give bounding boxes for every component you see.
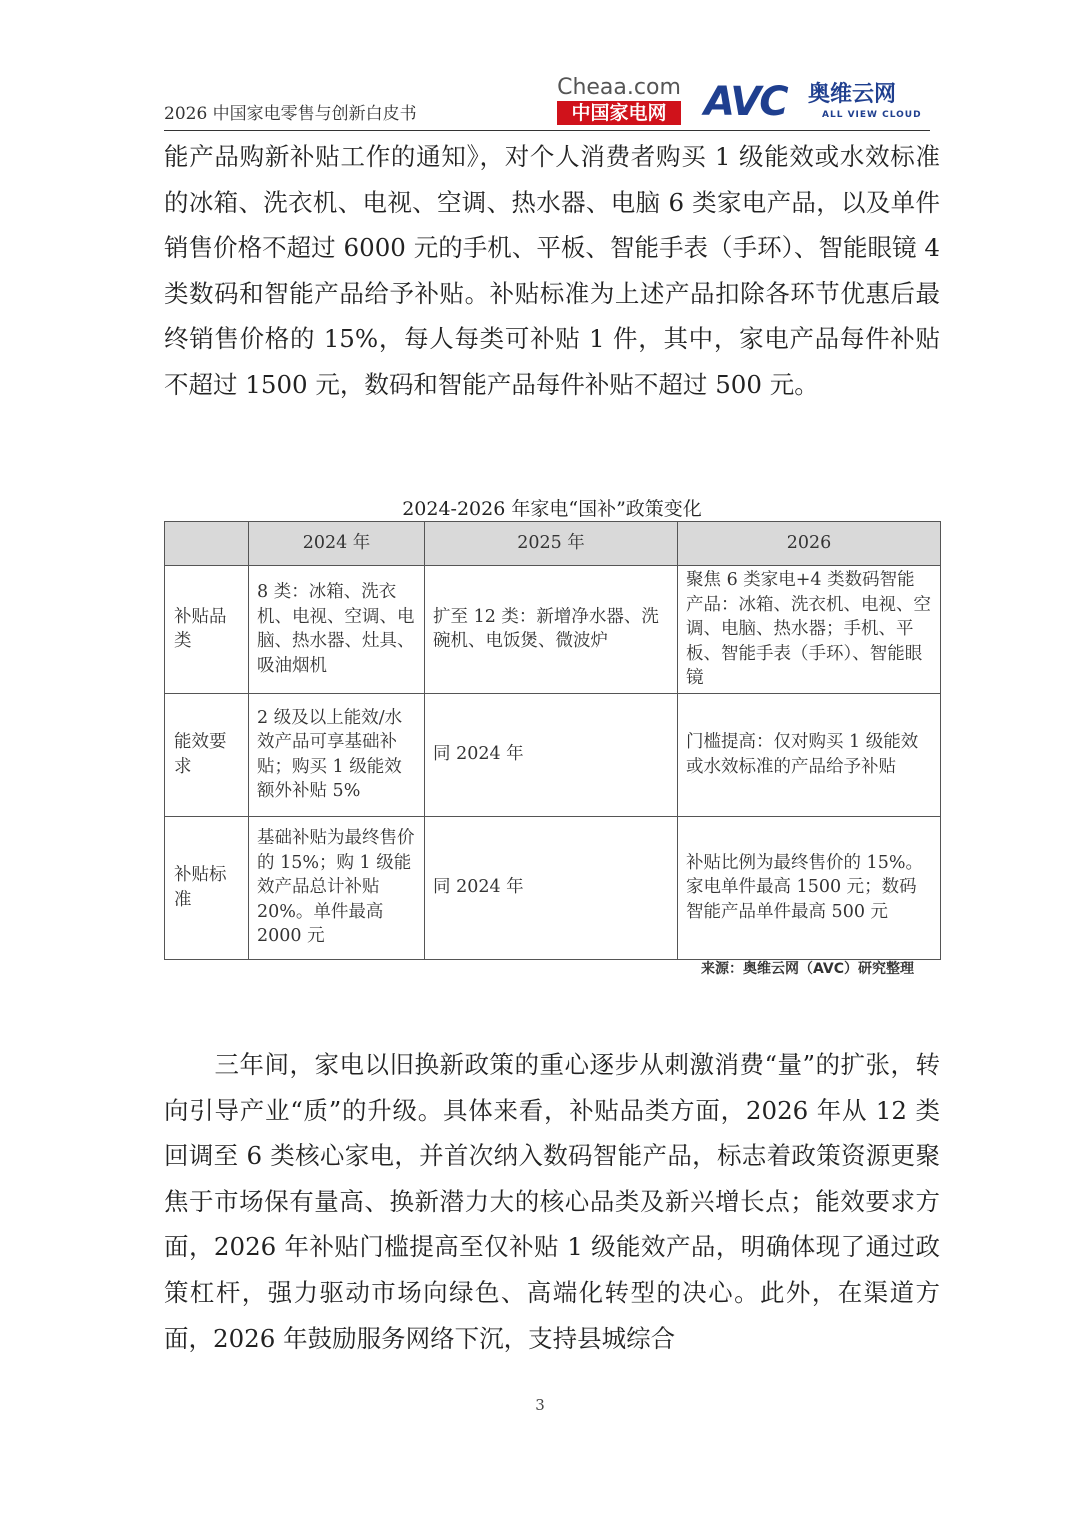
cell-2024: 基础补贴为最终售价的 15%；购 1 级能效产品总计补贴 20%。单件最高 2000 元 [249, 816, 425, 959]
row-label: 补贴品类 [165, 566, 249, 694]
table-caption: 2024-2026 年家电“国补”政策变化 [402, 498, 702, 520]
avc-logo [704, 80, 930, 128]
row-label: 能效要求 [165, 693, 249, 816]
table-header-2025: 2025 年 [425, 522, 678, 566]
table-row [165, 816, 941, 959]
body-paragraph-2 [164, 1042, 940, 1361]
cell-2025: 同 2024 年 [425, 693, 678, 816]
table-header-2024: 2024 年 [249, 522, 425, 566]
cell-2024: 8 类：冰箱、洗衣机、电视、空调、电脑、热水器、灶具、吸油烟机 [249, 566, 425, 694]
cell-2026: 门槛提高：仅对购买 1 级能效或水效标准的产品给予补贴 [678, 693, 941, 816]
cell-2024: 2 级及以上能效/水效产品可享基础补贴；购买 1 级能效额外补贴 5% [249, 693, 425, 816]
table-source: 来源：奥维云网（AVC）研究整理 [701, 961, 914, 977]
cheaa-logo-domain: Cheaa.com [557, 75, 681, 100]
table-header-empty [165, 522, 249, 566]
page-number: 3 [535, 1396, 545, 1414]
table-row [165, 693, 941, 816]
row-label: 补贴标准 [165, 816, 249, 959]
cheaa-logo [556, 76, 682, 125]
avc-logo-en: ALL VIEW CLOUD [822, 110, 922, 120]
document-title: 2026 中国家电零售与创新白皮书 [164, 104, 417, 124]
table-header-row [165, 522, 941, 566]
table-header-2026: 2026 [678, 522, 941, 566]
page-header [164, 72, 930, 131]
body-paragraph-1: 能产品购新补贴工作的通知》，对个人消费者购买 1 级能效或水效标准的冰箱、洗衣机、电视、空调、热水器、电脑 6 类家电产品，以及单件销售价格不超过 6000 元的手机、平板、智能手表（手环）、智能眼镜 4 类数码和智能产品给予补贴。补贴标准为上述产品扣除各环节优惠后最终销售价格的 15%，每人每类可补贴 1 件，其中，家电产品每件补贴不超过 1500 元，数码和智能产品每件补贴不超过 500 元。 [164, 142, 940, 399]
body-paragraph-2-text: 三年间，家电以旧换新政策的重心逐步从刺激消费“量”的扩张，转向引导产业“质”的升级。具体来看，补贴品类方面，2026 年从 12 类回调至 6 类核心家电，并首次纳入数码智能产品，标志着政策资源更聚焦于市场保有量高、换新潜力大的核心品类及新兴增长点；能效要求方面，2026 年补贴门槛提高至仅补贴 1 级能效产品，明确体现了通过政策杠杆，强力驱动市场向绿色、高端化转型的决心。此外，在渠道方面，2026 年鼓励服务网络下沉，支持县城综合 [164, 1050, 940, 1353]
cheaa-logo-name: 中国家电网 [557, 101, 681, 125]
avc-logo-cn: 奥维云网 [808, 82, 897, 107]
cell-2025: 同 2024 年 [425, 816, 678, 959]
table-row [165, 566, 941, 694]
policy-table [164, 521, 941, 960]
cell-2026: 聚焦 6 类家电+4 类数码智能产品：冰箱、洗衣机、电视、空调、电脑、热水器；手机、平板、智能手表（手环）、智能眼镜 [678, 566, 941, 694]
cell-2025: 扩至 12 类：新增净水器、洗碗机、电饭煲、微波炉 [425, 566, 678, 694]
avc-logo-mark: AVC [704, 79, 787, 125]
cell-2026: 补贴比例为最终售价的 15%。家电单件最高 1500 元；数码智能产品单件最高 500 元 [678, 816, 941, 959]
